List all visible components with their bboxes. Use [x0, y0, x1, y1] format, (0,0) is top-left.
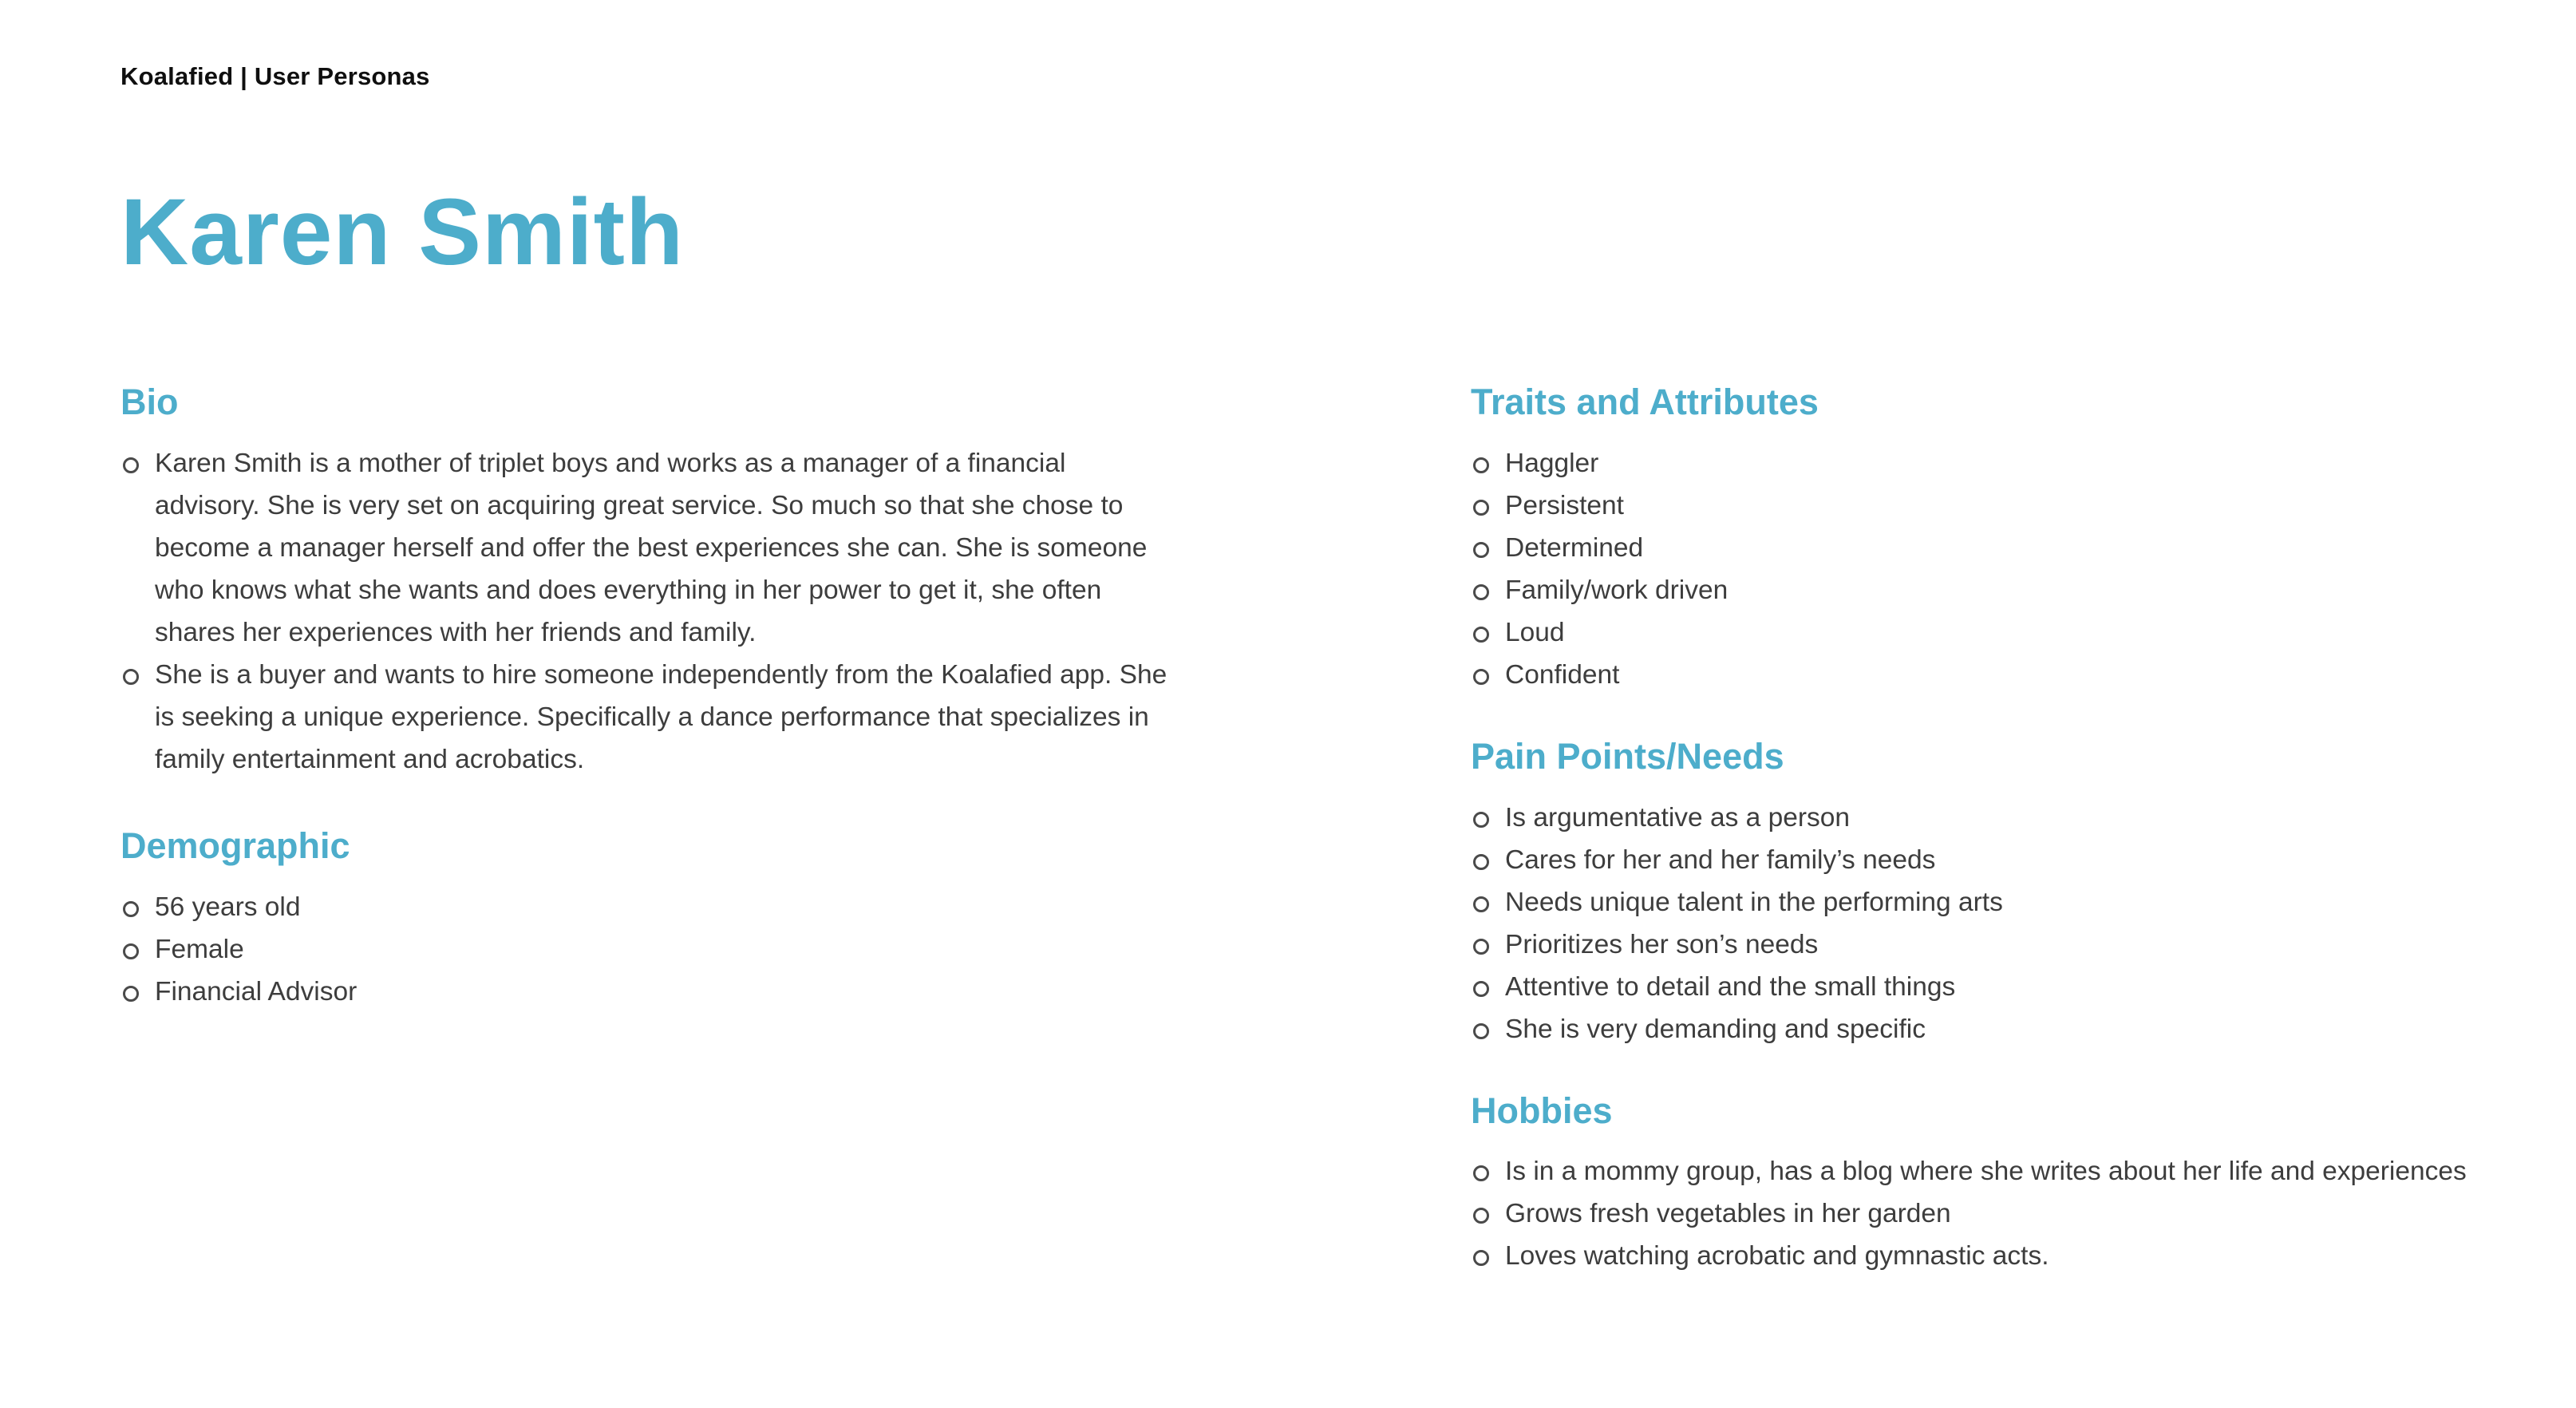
bullet-icon: [1471, 484, 1505, 527]
list-item-text: Financial Advisor: [155, 976, 358, 1007]
list-item-text: Haggler: [1505, 448, 1599, 478]
traits-heading: Traits and Attributes: [1471, 382, 1819, 422]
bullet-icon: [121, 442, 155, 484]
bullet-icon: [121, 654, 155, 696]
list-item: [121, 886, 1167, 928]
bullet-icon: [1471, 966, 1505, 1008]
list-item: [1471, 484, 2476, 527]
list-item: [1471, 569, 2476, 611]
hobbies-heading: Hobbies: [1471, 1090, 1613, 1131]
list-item-text: Family/work driven: [1505, 575, 1729, 605]
bullet-icon: [1471, 839, 1505, 881]
list-item: [1471, 527, 2476, 569]
list-item-text: Is in a mommy group, has a blog where she writes about her life and experiences: [1505, 1157, 2467, 1187]
list-item: [121, 971, 1167, 1013]
list-item: [1471, 881, 2476, 924]
list-item: [1471, 966, 2476, 1008]
list-item: [1471, 611, 2476, 654]
list-item-text: 56 years old: [155, 892, 301, 922]
list-item: [1471, 1192, 2476, 1235]
bullet-icon: [1471, 569, 1505, 611]
list-item-text: Cares for her and her family’s needs: [1505, 844, 1936, 875]
bullet-icon: [1471, 611, 1505, 654]
list-item: [121, 442, 1167, 654]
list-item: [1471, 797, 2476, 839]
hobbies-list: [1471, 1150, 2476, 1277]
right-column: [1471, 382, 2476, 1317]
list-item: [1471, 1008, 2476, 1050]
bullet-icon: [1471, 442, 1505, 484]
list-item: [1471, 839, 2476, 881]
pain-points-list: [1471, 797, 2476, 1050]
section-hobbies: [1471, 1090, 2476, 1278]
list-item-text: She is very demanding and specific: [1505, 1014, 1926, 1044]
list-item: [1471, 1235, 2476, 1277]
bullet-icon: [1471, 797, 1505, 839]
list-item-text: Confident: [1505, 659, 1620, 690]
list-item-text: Attentive to detail and the small things: [1505, 971, 1956, 1002]
section-pain-points: [1471, 736, 2476, 1050]
list-item-text: Female: [155, 934, 244, 964]
bullet-icon: [121, 971, 155, 1013]
bullet-icon: [1471, 527, 1505, 569]
bullet-icon: [121, 886, 155, 928]
list-item-text: Determined: [1505, 532, 1644, 563]
bullet-icon: [1471, 1150, 1505, 1192]
document-title: Koalafied | User Personas: [121, 62, 430, 90]
list-item-text: Persistent: [1505, 490, 1624, 520]
list-item: [1471, 924, 2476, 966]
list-item-text: Loud: [1505, 617, 1565, 647]
list-item-text: Needs unique talent in the performing arts: [1505, 887, 2003, 917]
list-item-text: Grows fresh vegetables in her garden: [1505, 1199, 1951, 1229]
demographic-heading: Demographic: [121, 825, 350, 866]
bio-heading: Bio: [121, 382, 179, 422]
list-item: [1471, 1150, 2476, 1192]
demographic-list: [121, 886, 1167, 1013]
list-item: [121, 928, 1167, 971]
bullet-icon: [1471, 654, 1505, 696]
list-item: [1471, 654, 2476, 696]
bullet-icon: [1471, 1192, 1505, 1235]
list-item: [1471, 442, 2476, 484]
section-traits: [1471, 382, 2476, 696]
section-bio: [121, 382, 1167, 781]
bullet-icon: [1471, 1008, 1505, 1050]
bio-list: [121, 442, 1167, 781]
list-item-text: Karen Smith is a mother of triplet boys and works as a manager of a financial advisory. She is very set on acquiring great service. So much so that she chose to become a manager herself and offer the best experiences she can. She is someone who knows what she wants and does everything in her power to get it, she often shares her experiences with her friends and family.: [155, 448, 1148, 647]
pain-points-heading: Pain Points/Needs: [1471, 735, 1784, 777]
content-columns: [121, 382, 2480, 1317]
traits-list: [1471, 442, 2476, 696]
list-item-text: She is a buyer and wants to hire someone independently from the Koalafied app. She is seeking a unique experience. Specifically a dance performance that specializes in family entertainment and acrobatics.: [155, 659, 1167, 774]
list-item-text: Prioritizes her son’s needs: [1505, 929, 1819, 959]
list-item: [121, 654, 1167, 781]
persona-name-heading: Karen Smith: [121, 180, 685, 285]
list-item-text: Is argumentative as a person: [1505, 802, 1851, 833]
bullet-icon: [121, 928, 155, 971]
left-column: [121, 382, 1167, 1058]
bullet-icon: [1471, 881, 1505, 924]
bullet-icon: [1471, 924, 1505, 966]
list-item-text: Loves watching acrobatic and gymnastic acts.: [1505, 1241, 2049, 1272]
section-demographic: [121, 825, 1167, 1013]
bullet-icon: [1471, 1235, 1505, 1277]
